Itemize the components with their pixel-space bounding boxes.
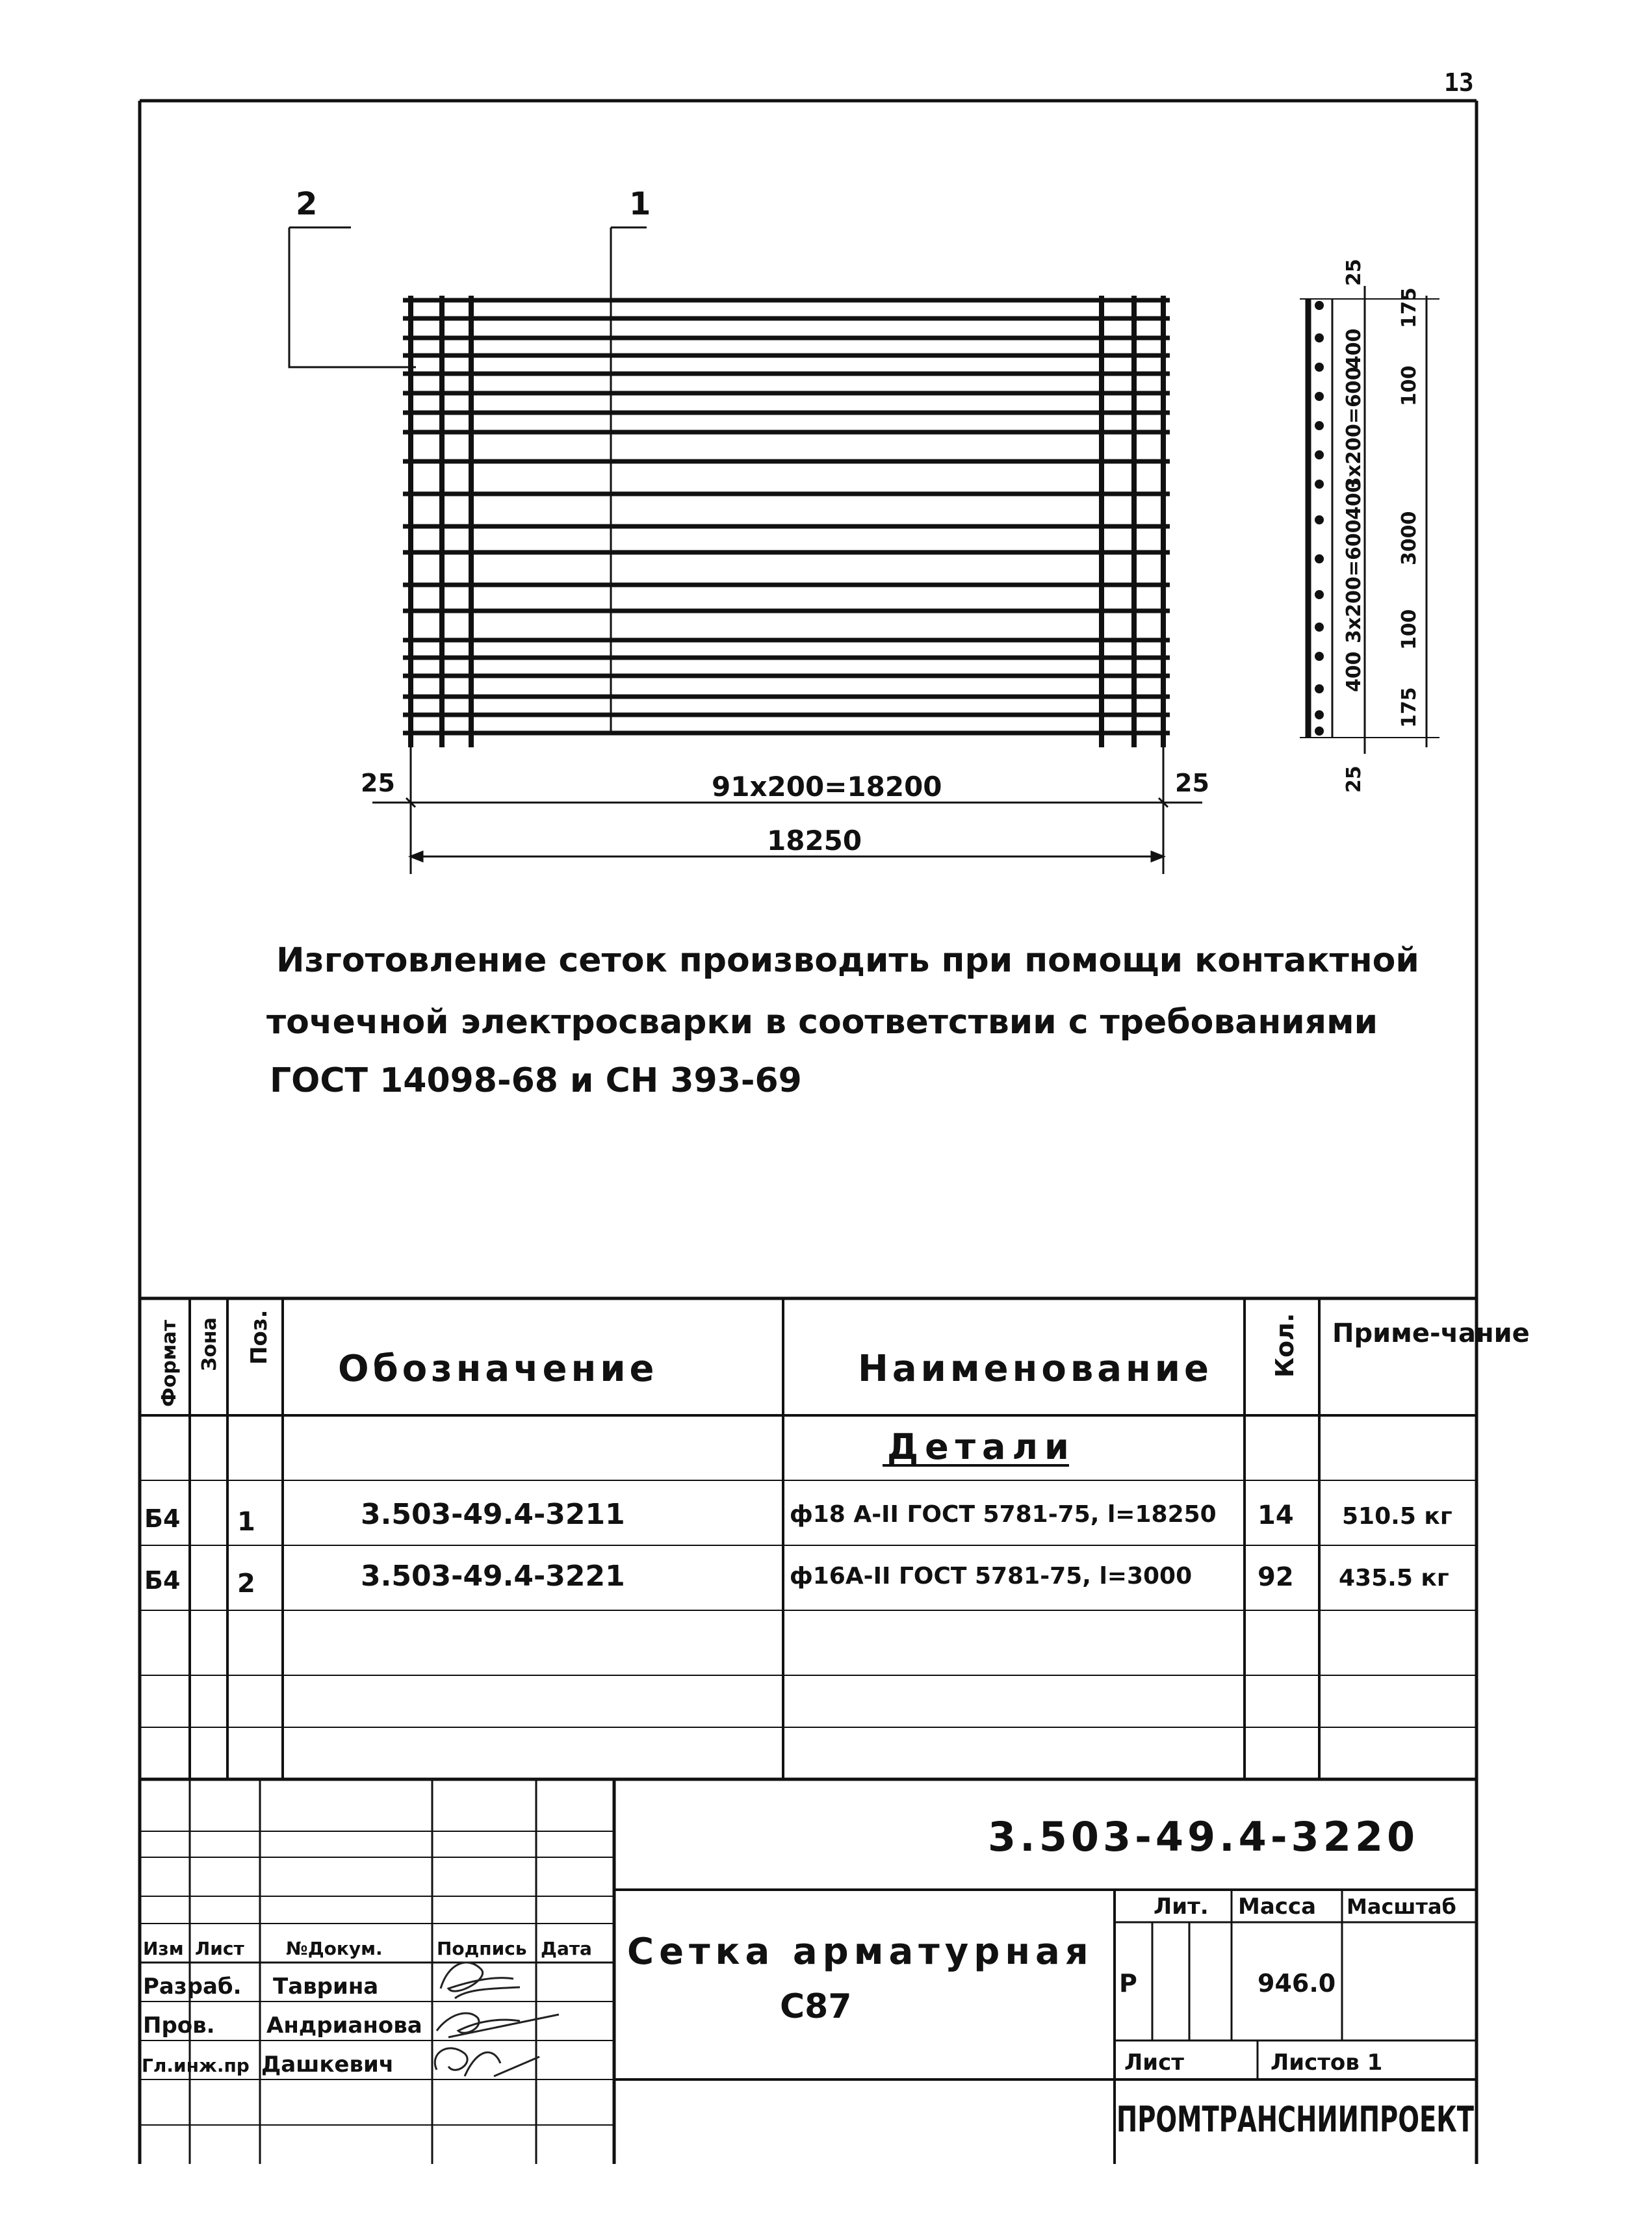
dim-right-edge: 25 [1175,769,1209,797]
tb-title-line1: Сетка арматурная [627,1931,1094,1973]
bar-section-dot [1315,363,1324,372]
tb-mass-value: 946.0 [1258,1969,1336,1998]
tb-attributes [1116,1894,1474,2140]
tb-role-3: Гл.инж.пр [142,2055,250,2076]
row2-note: 435.5 кг [1339,1565,1449,1591]
tb-title [627,1931,1094,2026]
section-title-details: Детали [887,1426,1076,1467]
tb-doc-code: 3.503-49.4-3220 [988,1813,1419,1860]
note-line-1: Изготовление сеток производить при помощи контактной [276,941,1419,980]
fabrication-note [266,941,1419,1100]
sec-dim-400-mid: 400 [1343,479,1365,520]
sec-dim-bot-25: 25 [1343,766,1365,793]
row1-note: 510.5 кг [1342,1503,1452,1530]
dim-span: 91x200=18200 [712,771,942,803]
row1-designation: 3.503-49.4-3211 [361,1498,625,1531]
hdr-designation: Обозначение [338,1348,658,1390]
sec-dim-3000: 3000 [1398,511,1421,565]
tb-title-line2: С87 [780,1987,852,2026]
bar-section-dot [1315,421,1324,430]
row2-format: Б4 [144,1566,181,1595]
bar-section-dot [1315,301,1324,310]
tb-hdr-izm: Изм [143,1938,184,1959]
bar-section-dot [1315,515,1324,524]
callout-1: 1 [629,186,651,222]
bar-section-dot [1315,554,1324,563]
tb-staff [142,1974,422,2078]
sec-dim-175-bot: 175 [1398,687,1421,728]
spec-table-header [158,1310,1530,1408]
tb-col-headers [143,1938,592,1959]
sec-dim-top-25: 25 [1343,259,1365,286]
note-line-3: ГОСТ 14098-68 и СН 393-69 [270,1061,802,1100]
sec-dim-400-top: 400 [1343,328,1365,369]
sec-dim-175-top: 175 [1398,287,1421,328]
bar-section-dot [1315,623,1324,632]
tb-organization: ПРОМТРАНСНИИПРОЕКТ [1116,2099,1475,2140]
tb-lit-value: Р [1119,1969,1137,1998]
sec-dim-100-bot: 100 [1398,609,1421,650]
callout-2: 2 [296,186,318,222]
bar-section-dot [1315,480,1324,489]
hdr-zone: Зона [198,1317,221,1371]
hdr-pos: Поз. [246,1309,272,1365]
bar-section-dot [1315,333,1324,342]
mesh-plan [403,296,1170,747]
tb-lit-label: Лит. [1154,1894,1209,1920]
bar-section-dot [1315,684,1324,693]
row2-designation: 3.503-49.4-3221 [361,1560,625,1593]
tb-sheet-label: Лист [1124,2050,1184,2076]
bar-section-dot [1315,652,1324,661]
bar-section-dot [1315,450,1324,459]
sheet-number: 13 [1444,68,1474,97]
row1-format: Б4 [144,1504,181,1533]
row1-pos: 1 [237,1507,255,1537]
section-dimensions [1343,259,1421,793]
bar-section-dot [1315,710,1324,719]
tb-mass-label: Масса [1238,1894,1317,1920]
row2-pos: 2 [237,1569,255,1599]
row2-name: ф16А-II ГОСТ 5781-75, l=3000 [790,1563,1193,1590]
spec-row-1 [144,1498,1452,1537]
note-line-2: точечной электросварки в соответствии с требованиями [266,1003,1378,1042]
row1-qty: 14 [1258,1500,1294,1530]
dim-total: 18250 [767,825,862,856]
hdr-qty: Кол. [1271,1313,1299,1378]
tb-role-2: Пров. [143,2013,215,2039]
tb-name-1: Таврина [273,1974,379,2000]
hdr-name: Наименование [858,1348,1213,1390]
hdr-note: Приме-чание [1332,1319,1530,1348]
tb-name-3: Дашкевич [261,2052,394,2078]
bar-section-dot [1315,590,1324,599]
tb-name-2: Андрианова [266,2013,422,2039]
row2-qty: 92 [1258,1562,1294,1592]
sec-dim-3x200-bot: 3x200=600 [1343,519,1365,643]
hdr-format: Формат [158,1320,181,1407]
tb-hdr-ndoc: №Докум. [286,1938,383,1959]
bar-section-dot [1315,392,1324,401]
tb-sheets-label: Листов 1 [1271,2050,1383,2076]
tb-role-1: Разраб. [143,1974,242,2000]
spec-row-2 [144,1560,1449,1599]
tb-hdr-sign: Подпись [437,1938,527,1959]
tb-hdr-list: Лист [195,1938,244,1959]
sec-dim-100-top: 100 [1398,365,1421,406]
tb-hdr-date: Дата [541,1938,592,1959]
tb-scale-label: Масштаб [1347,1894,1456,1919]
bar-section-dot [1315,727,1324,736]
sec-dim-3x200-top: 3x200=600 [1343,367,1365,491]
tb-signatures [435,1963,559,2076]
dim-left-edge: 25 [361,769,395,797]
row1-name: ф18 А-II ГОСТ 5781-75, l=18250 [790,1501,1217,1528]
sec-dim-400-bot: 400 [1343,651,1365,692]
